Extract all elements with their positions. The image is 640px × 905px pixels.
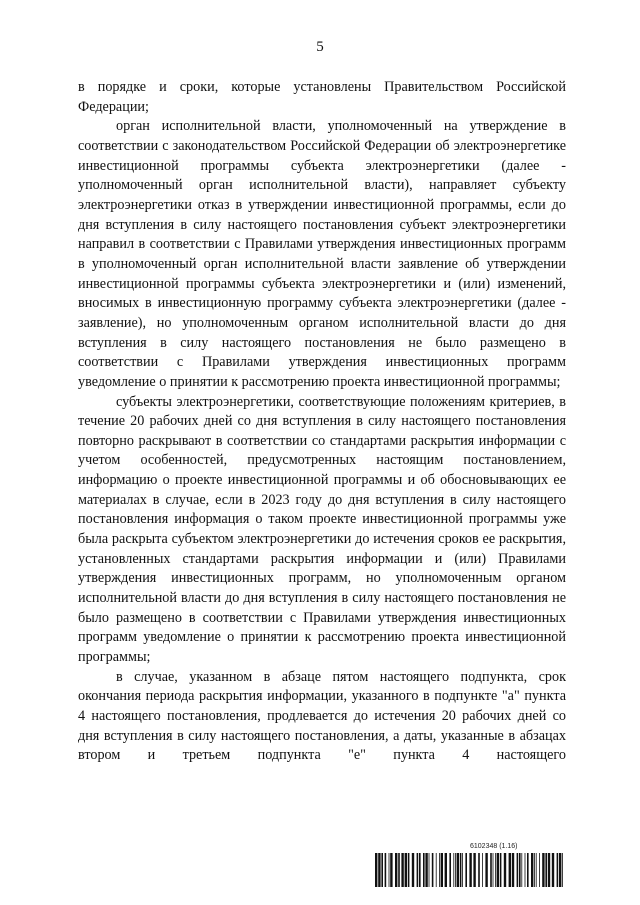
barcode-bar	[419, 853, 421, 887]
barcode-bar	[534, 853, 535, 887]
barcode-bar	[432, 853, 434, 887]
barcode-bar	[531, 853, 533, 887]
barcode-bar	[536, 853, 537, 887]
barcode-bar	[460, 853, 462, 887]
barcode-bar	[559, 853, 561, 887]
barcode-bar	[527, 853, 529, 887]
barcode-bar	[445, 853, 447, 887]
barcode-bar	[512, 853, 514, 887]
barcode-bar	[545, 853, 547, 887]
paragraph: субъекты электроэнергетики, соответствующие положениям критериев, в течение 20 рабочих дней со дня вступления в силу настоящего постановления повторно раскрывают в соответствии со стандартами раскрытия информации с учетом особенностей, предусмотренных настоящим постановлением, информацию о проекте инвестиционной программы и об обосновывающих ее материалах в случае, если в 2023 году до дня вступления в силу настоящего постановления информация о таком проекте инвестиционной программы уже была раскрыта субъектом электроэнергетики до истечения сроков ее раскрытия, установленных стандартами раскрытия информации и (или) Правилами утверждения инвестиционных программ, но уполномоченным органом исполнительной власти до дня вступления в силу настоящего постановления не было размещено в соответствии с Правилами утверждения инвестиционных программ уведомление о принятии к рассмотрению проекта инвестиционной программы;	[78, 393, 566, 666]
page-number: 5	[316, 39, 324, 55]
barcode-bar	[439, 853, 440, 887]
paragraph: в порядке и сроки, которые установлены Правительством Российской Федерации;	[78, 79, 566, 115]
barcode-bar	[485, 853, 487, 887]
paragraph: орган исполнительной власти, уполномоченный на утверждение в соответствии с законодательством Российской Федерации об электроэнергетике инвестиционной программы субъекта электроэнергетики (далее - уполномоченный орган исполнительной власти), направляет субъекту электроэнергетики отказ в утверждении инвестиционной программы, если до дня вступления в силу настоящего постановления субъект электроэнергетики направил в соответствии с Правилами утверждения инвестиционных программ в уполномоченный орган исполнительной власти заявление об утверждении инвестиционной программы субъекта электроэнергетики и (или) изменений, вносимых в инвестиционную программу субъекта электроэнергетики (далее - заявление), но уполномоченным органом исполнительной власти до дня вступления в силу настоящего постановления не было размещено в соответствии с Правилами утверждения инвестиционных программ уведомление о принятии к рассмотрению проекта инвестиционной программы;	[78, 118, 566, 390]
barcode-bar	[557, 853, 559, 887]
barcode-caption: 6102348 (1.16)	[470, 843, 518, 850]
barcode-bar	[449, 853, 451, 887]
barcode-bar	[495, 853, 496, 887]
barcode-bar	[389, 853, 390, 887]
barcode-bar	[455, 853, 456, 887]
paragraph: в случае, указанном в абзаце пятом настоящего подпункта, срок окончания периода раскрытия информации, указанного в подпункте "а" пункта 4 настоящего постановления, продлевается до истечения 20 рабочих дней со дня вступления в силу настоящего постановления, а даты, указанные в абзацах втором и третьем подпункта "е" пункта 4 настоящего	[78, 668, 566, 764]
barcode-bar	[509, 853, 511, 887]
barcode-bar	[429, 853, 430, 887]
barcode-bar	[385, 853, 387, 887]
barcode-icon	[375, 853, 565, 887]
barcode-bar	[375, 853, 377, 887]
barcode-bar	[408, 853, 410, 887]
barcode-bar	[490, 853, 492, 887]
barcode-bar	[465, 853, 467, 887]
barcode-bar	[398, 853, 400, 887]
barcode-bar	[493, 853, 494, 887]
barcode-bar	[548, 853, 550, 887]
barcode-bar	[519, 853, 521, 887]
barcode-bar	[401, 853, 403, 887]
barcode-bar	[478, 853, 480, 887]
barcode-bar	[462, 853, 463, 887]
barcode-bar	[539, 853, 540, 887]
barcode-bar	[469, 853, 471, 887]
barcode-bar	[453, 853, 454, 887]
barcode-bar	[562, 853, 563, 887]
barcode-bar	[390, 853, 392, 887]
barcode-bar	[425, 853, 427, 887]
barcode-bar	[473, 853, 475, 887]
barcode-bar	[497, 853, 499, 887]
barcode-bar	[381, 853, 383, 887]
barcode-bar	[521, 853, 522, 887]
barcode-bar	[412, 853, 414, 887]
barcode-bar	[441, 853, 443, 887]
barcode-bar	[542, 853, 544, 887]
barcode-bar	[436, 853, 437, 887]
barcode-bar	[405, 853, 407, 887]
barcode-bar	[457, 853, 459, 887]
barcode-bar	[417, 853, 419, 887]
barcode-bar	[504, 853, 506, 887]
barcode-bar	[378, 853, 380, 887]
document-body	[78, 78, 566, 766]
barcode-bar	[525, 853, 526, 887]
barcode-bar	[517, 853, 519, 887]
barcode-bar	[552, 853, 554, 887]
barcode-bar	[423, 853, 425, 887]
barcode-bar	[395, 853, 397, 887]
barcode-bar	[500, 853, 502, 887]
barcode-bar	[482, 853, 483, 887]
